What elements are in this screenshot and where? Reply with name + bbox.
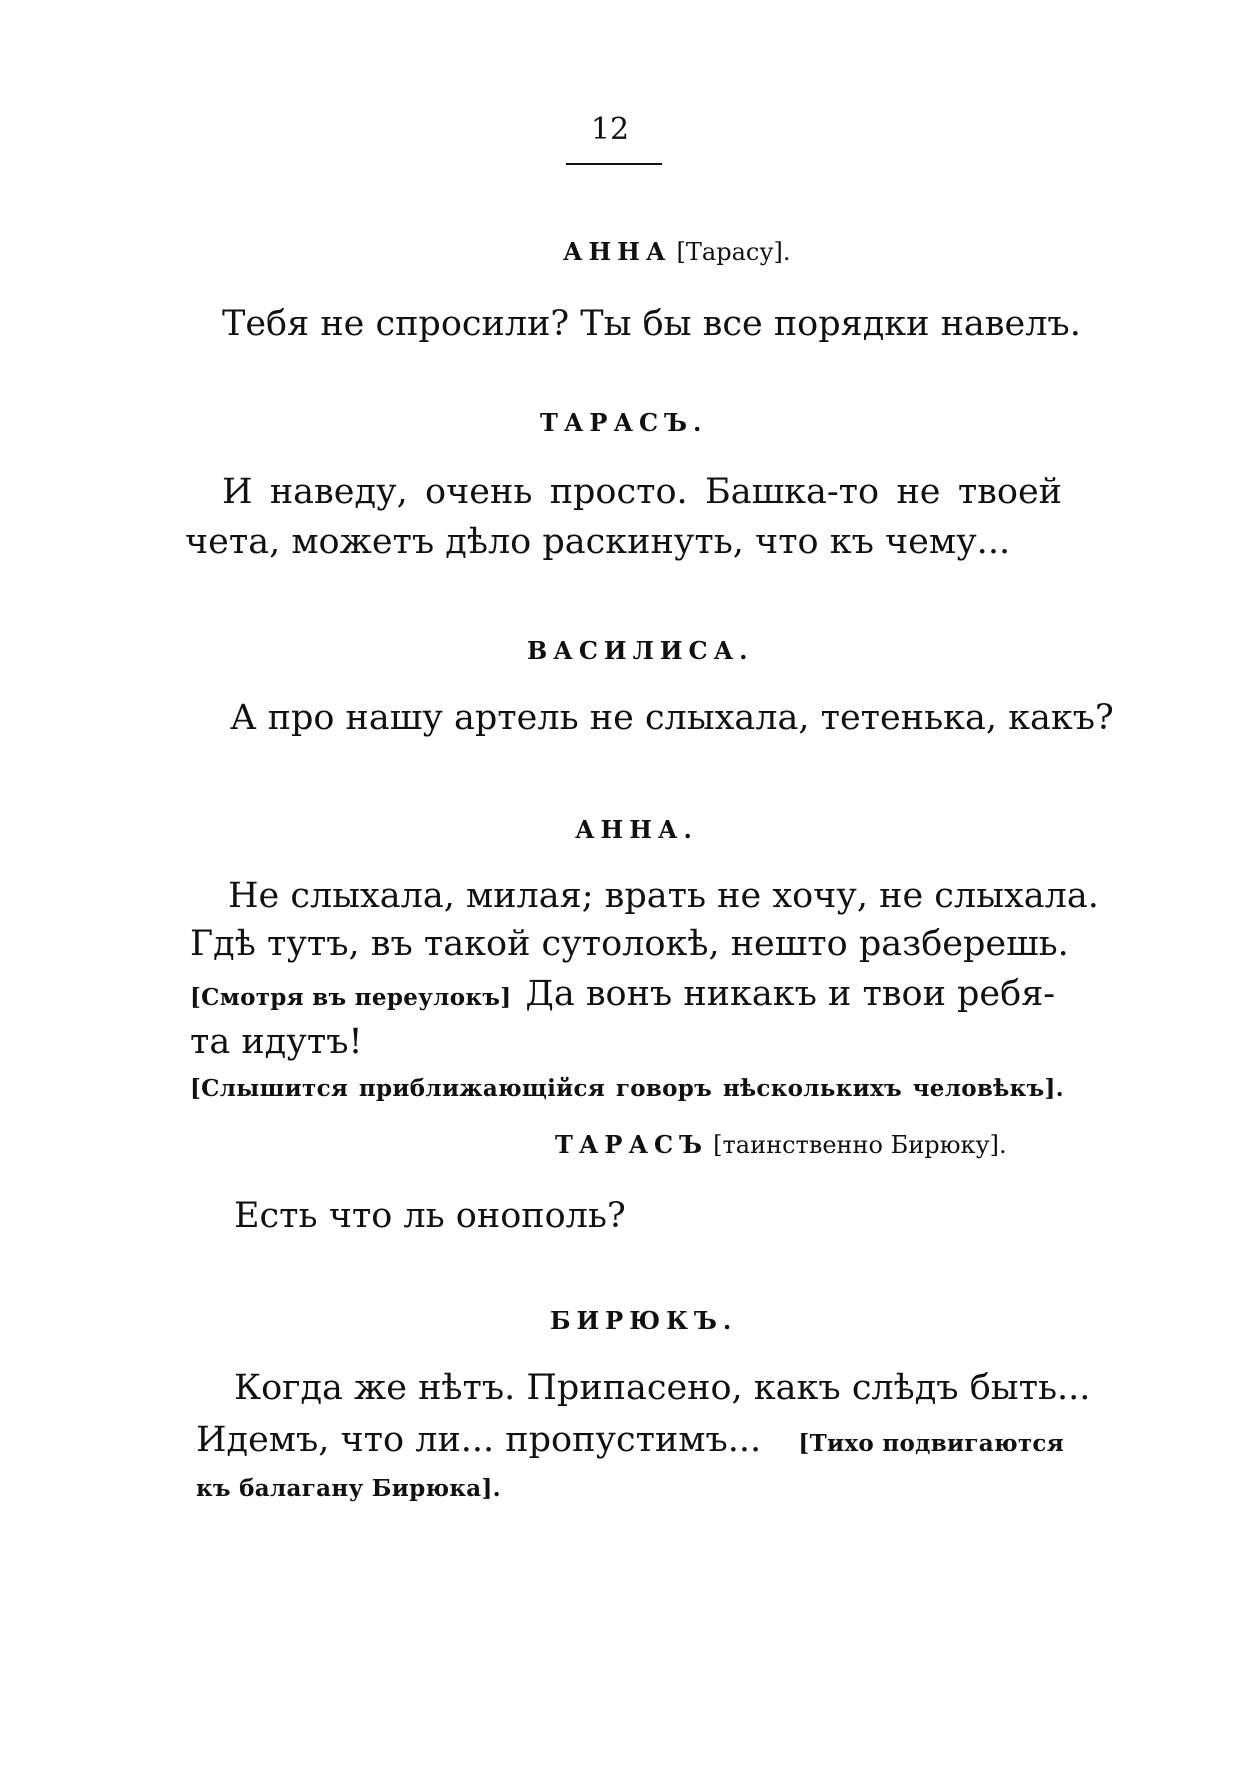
stage-direction: къ балагану Бирюка]. — [196, 1475, 501, 1502]
dialogue-line: А про нашу артель не слыхала, тетенька, какъ? — [230, 698, 1114, 738]
dialogue-line: Есть что ль онополь? — [234, 1196, 626, 1236]
dialogue-line: Гдѣ тутъ, въ такой сутолокѣ, нешто разберешь. — [190, 924, 1069, 964]
dialogue-line: Тебя не спросили? Ты бы все порядки навелъ. — [222, 304, 1081, 344]
dialogue-line: та идутъ! — [190, 1022, 363, 1062]
speaker-name: АННА. — [575, 815, 698, 844]
stage-note: [Смотря въ переулокъ] — [190, 984, 512, 1011]
speaker-name: ТАРАСЪ. — [540, 408, 708, 437]
speaker-name: АННА — [563, 237, 672, 266]
dialogue-line — [196, 1420, 1064, 1460]
speaker-name: ТАРАСЪ — [555, 1130, 709, 1159]
dialogue-line: Не слыхала, милая; врать не хочу, не слыхала. — [228, 876, 1099, 916]
page-number: 12 — [590, 112, 630, 147]
stage-note: [Тарасу]. — [676, 238, 791, 266]
stage-direction: [Слышится приближающійся говоръ нѣсколькихъ человѣкъ]. — [190, 1075, 1064, 1102]
speaker-name: БИРЮКЪ. — [550, 1306, 738, 1335]
dialogue-line: чета, можетъ дѣло раскинуть, что къ чему... — [185, 522, 1011, 562]
speaker-name: ВАСИЛИСА. — [527, 636, 754, 665]
dialogue-text: Да вонъ никакъ и твои ребя- — [525, 974, 1056, 1014]
speaker-heading — [563, 237, 790, 266]
dialogue-line: И наведу, очень просто. Башка-то не твоей — [222, 472, 1062, 512]
stage-note: [таинственно Бирюку]. — [713, 1131, 1007, 1159]
dialogue-line: Когда же нѣтъ. Припасено, какъ слѣдъ быть... — [234, 1368, 1091, 1408]
dialogue-line — [190, 974, 1064, 1014]
dialogue-text: Идемъ, что ли... пропустимъ... — [196, 1420, 762, 1460]
speaker-heading — [555, 1130, 1007, 1159]
page-number-rule — [566, 163, 662, 165]
stage-note: [Тихо подвигаются — [798, 1430, 1064, 1457]
